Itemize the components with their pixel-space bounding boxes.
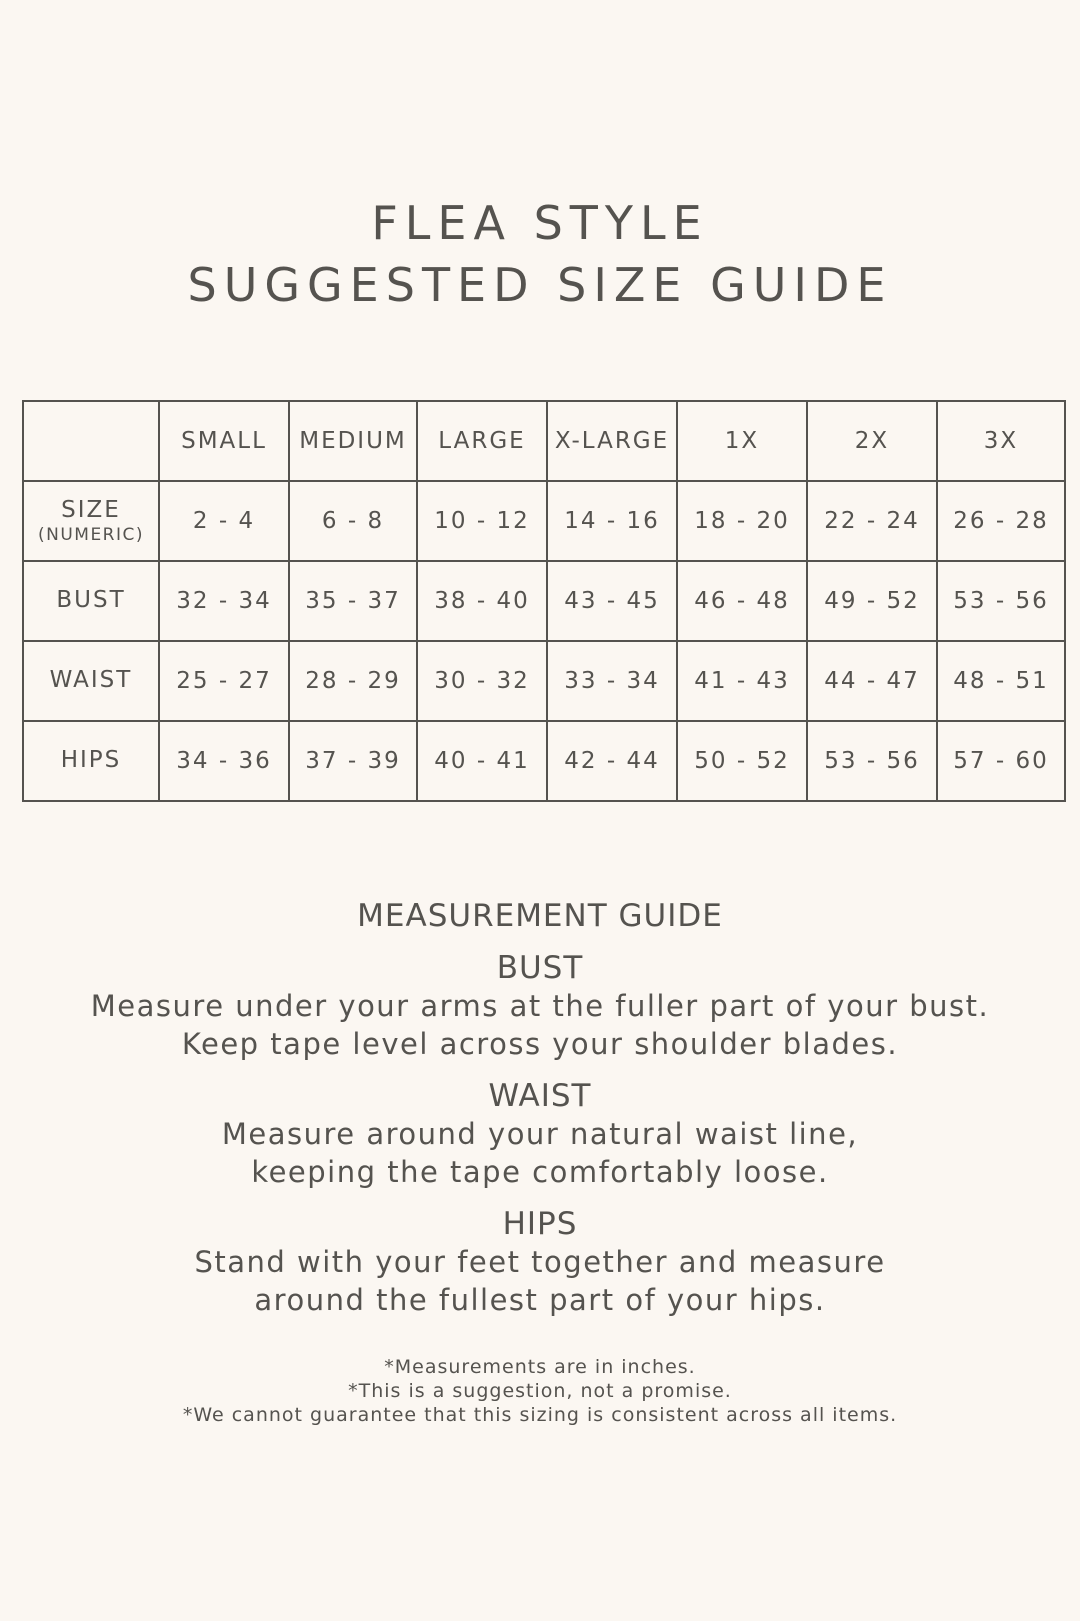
guide-section-text-bust [0,987,1080,1063]
column-header-3x: 3X [937,401,1065,481]
guide-section-title-bust: BUST [496,950,584,986]
table-cell: 57 - 60 [937,721,1065,801]
table-cell: 38 - 40 [417,561,547,641]
table-cell: 50 - 52 [677,721,807,801]
measurement-guide-heading: MEASUREMENT GUIDE [357,898,723,934]
table-cell: 41 - 43 [677,641,807,721]
column-header-empty [23,401,159,481]
row-label-text: SIZE [61,496,121,523]
table-cell: 28 - 29 [289,641,417,721]
row-label-size [23,481,159,561]
column-header-x-large: X-LARGE [547,401,677,481]
table-row-bust [23,561,1065,641]
table-cell: 48 - 51 [937,641,1065,721]
table-cell: 37 - 39 [289,721,417,801]
table-cell: 42 - 44 [547,721,677,801]
table-cell: 6 - 8 [289,481,417,561]
measurement-guide [0,897,1080,1333]
column-header-large: LARGE [417,401,547,481]
table-cell: 22 - 24 [807,481,937,561]
guide-section-title-waist: WAIST [488,1078,592,1114]
guide-text-line: Stand with your feet together and measure [194,1245,886,1279]
column-header-small: SMALL [159,401,289,481]
guide-text-line: Measure around your natural waist line, [221,1117,859,1151]
guide-section-title-hips: HIPS [502,1206,578,1242]
page-title-guide: SUGGESTED SIZE GUIDE [187,258,893,312]
table-cell: 35 - 37 [289,561,417,641]
table-cell: 2 - 4 [159,481,289,561]
row-label-bust: BUST [23,561,159,641]
table-row-hips [23,721,1065,801]
footnote-units: *Measurements are in inches. [384,1356,696,1378]
table-cell: 34 - 36 [159,721,289,801]
row-sublabel-text: (NUMERIC) [37,524,145,545]
table-cell: 32 - 34 [159,561,289,641]
table-row-waist [23,641,1065,721]
table-cell: 49 - 52 [807,561,937,641]
table-cell: 14 - 16 [547,481,677,561]
table-row-size [23,481,1065,561]
guide-section-text-waist [0,1115,1080,1191]
table-header-row [23,401,1065,481]
table-cell: 44 - 47 [807,641,937,721]
row-label-waist: WAIST [23,641,159,721]
guide-text-line: around the fullest part of your hips. [254,1283,826,1317]
guide-text-line: Keep tape level across your shoulder blades. [181,1027,899,1061]
footnotes [0,1355,1080,1427]
footnote-consistency: *We cannot guarantee that this sizing is consistent across all items. [182,1404,898,1426]
table-cell: 53 - 56 [937,561,1065,641]
table-cell: 25 - 27 [159,641,289,721]
table-cell: 40 - 41 [417,721,547,801]
column-header-2x: 2X [807,401,937,481]
table-cell: 26 - 28 [937,481,1065,561]
table-cell: 18 - 20 [677,481,807,561]
page-title-brand: FLEA STYLE [371,196,709,250]
table-cell: 43 - 45 [547,561,677,641]
table-cell: 46 - 48 [677,561,807,641]
table-cell: 30 - 32 [417,641,547,721]
footnote-suggestion: *This is a suggestion, not a promise. [348,1380,732,1402]
guide-text-line: Measure under your arms at the fuller part of your bust. [90,989,990,1023]
table-cell: 10 - 12 [417,481,547,561]
guide-text-line: keeping the tape comfortably loose. [251,1155,829,1189]
column-header-1x: 1X [677,401,807,481]
table-cell: 53 - 56 [807,721,937,801]
size-chart-table [22,400,1066,802]
column-header-medium: MEDIUM [289,401,417,481]
table-cell: 33 - 34 [547,641,677,721]
guide-section-text-hips [0,1243,1080,1319]
row-label-hips: HIPS [23,721,159,801]
